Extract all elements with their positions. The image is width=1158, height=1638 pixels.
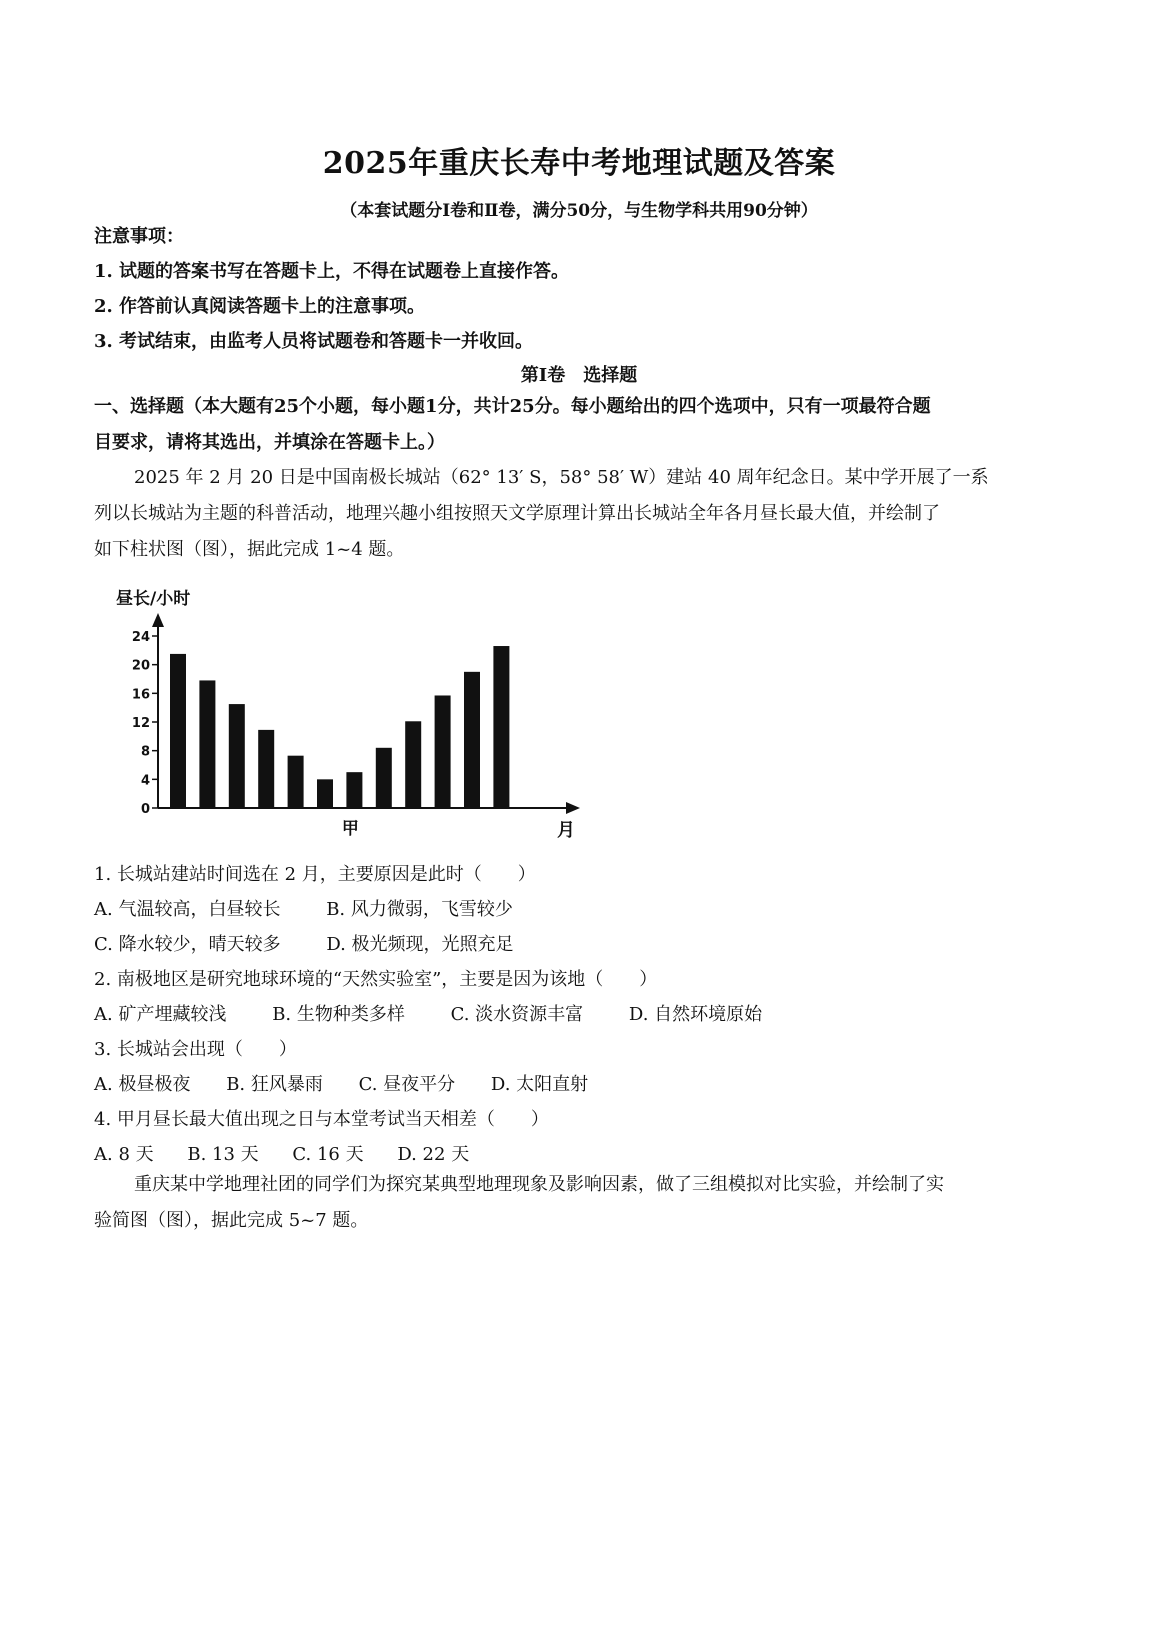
- bar-month-12: [493, 646, 509, 808]
- q3-option-d: D. 太阳直射: [490, 1074, 589, 1095]
- q2-option-d: D. 自然环境原始: [628, 1004, 763, 1025]
- q4-option-a: A. 8 天: [94, 1144, 154, 1165]
- question-3-options: [94, 1070, 618, 1096]
- intro2-line-2: 验简图（图），据此完成 5~7 题。: [94, 1210, 369, 1231]
- notice-item-1: 1. 试题的答案书写在答题卡上，不得在试题卷上直接作答。: [94, 261, 570, 282]
- question-1-options-row-2: [94, 930, 554, 956]
- q1-option-b: B. 风力微弱，飞雪较少: [326, 899, 513, 920]
- question-1-options-row-1: [94, 895, 553, 921]
- x-axis-arrow: [566, 802, 580, 814]
- y-tick-label: 8: [140, 744, 150, 760]
- bar-month-7: [346, 772, 362, 808]
- q3-option-a: A. 极昼极夜: [94, 1074, 191, 1095]
- section-heading: 第Ⅰ卷 选择题: [520, 365, 638, 386]
- intro2-line-1: 重庆某中学地理社团的同学们为探究某典型地理现象及影响因素，做了三组模拟对比实验，并绘制了实: [134, 1174, 944, 1195]
- question-4-stem: 4. 甲月昼长最大值出现之日与本堂考试当天相差（ ）: [94, 1109, 549, 1130]
- x-axis-label: 月: [557, 820, 575, 841]
- y-tick-label: 16: [131, 687, 150, 703]
- bar-month-2: [199, 680, 215, 808]
- y-tick-label: 20: [131, 658, 150, 674]
- y-axis-arrow: [152, 613, 164, 627]
- q1-option-d: D. 极光频现，光照充足: [326, 934, 514, 955]
- q4-option-d: D. 22 天: [397, 1144, 470, 1165]
- part-one-line-2: 目要求，请将其选出，并填涂在答题卡上。）: [94, 432, 445, 453]
- y-tick-label: 24: [131, 630, 150, 645]
- q3-option-c: C. 昼夜平分: [358, 1074, 456, 1095]
- question-2-stem: 2. 南极地区是研究地球环境的“天然实验室”，主要是因为该地（ ）: [94, 969, 658, 990]
- intro-paragraph-2: [94, 1167, 1074, 1239]
- intro1-line-3: 如下柱状图（图），据此完成 1~4 题。: [94, 539, 405, 560]
- notice-heading: 注意事项：: [94, 226, 184, 247]
- exam-subtitle: （本套试题分Ⅰ卷和Ⅱ卷，满分50分，与生物学科共用90分钟）: [340, 201, 818, 221]
- notice-item-3: 3. 考试结束，由监考人员将试题卷和答题卡一并收回。: [94, 331, 534, 352]
- y-axis-label: 昼长/小时: [116, 589, 191, 609]
- q2-option-a: A. 矿产埋藏较浅: [94, 1004, 227, 1025]
- intro1-line-2: 列以长城站为主题的科普活动，地理兴趣小组按照天文学原理计算出长城站全年各月昼长最大值，并绘制了: [94, 503, 940, 524]
- bar-month-5: [288, 756, 304, 808]
- intro1-line-1: 2025 年 2 月 20 日是中国南极长城站（62° 13′ S，58° 58′ W）建站 40 周年纪念日。某中学开展了一系: [134, 467, 989, 488]
- y-tick-label: 0: [140, 802, 150, 817]
- bar-month-3: [229, 704, 245, 808]
- y-tick-label: 12: [131, 716, 150, 731]
- q1-option-c: C. 降水较少，晴天较多: [94, 934, 281, 955]
- bar-month-9: [405, 721, 421, 808]
- q1-option-a: A. 气温较高，白昼较长: [94, 899, 281, 920]
- q2-option-c: C. 淡水资源丰富: [450, 1004, 584, 1025]
- q2-option-b: B. 生物种类多样: [272, 1004, 405, 1025]
- y-tick-label: 4: [140, 773, 150, 789]
- notice-item-2: 2. 作答前认真阅读答题卡上的注意事项。: [94, 296, 426, 317]
- question-2-options: [94, 1000, 802, 1026]
- question-4-options: [94, 1140, 497, 1166]
- bar-month-6: [317, 779, 333, 808]
- q3-option-b: B. 狂风暴雨: [226, 1074, 323, 1095]
- bar-month-11: [464, 672, 480, 808]
- question-1-stem: 1. 长城站建站时间选在 2 月，主要原因是此时（ ）: [94, 864, 536, 885]
- bar-month-10: [435, 695, 451, 808]
- intro-paragraph-1: [94, 460, 1074, 568]
- marked-month-label: 甲: [341, 819, 359, 839]
- q4-option-c: C. 16 天: [292, 1144, 364, 1165]
- bar-month-8: [376, 748, 392, 808]
- exam-title: 2025年重庆长寿中考地理试题及答案: [322, 146, 836, 181]
- bar-month-1: [170, 654, 186, 808]
- q4-option-b: B. 13 天: [187, 1144, 259, 1165]
- question-3-stem: 3. 长城站会出现（ ）: [94, 1039, 297, 1060]
- part-one-line-1: 一、选择题（本大题有25个小题，每小题1分，共计25分。每小题给出的四个选项中，只有一项最符合题: [94, 396, 931, 417]
- part-one-instructions: [94, 389, 1074, 461]
- bar-month-4: [258, 730, 274, 808]
- day-length-bar-chart: [110, 589, 590, 848]
